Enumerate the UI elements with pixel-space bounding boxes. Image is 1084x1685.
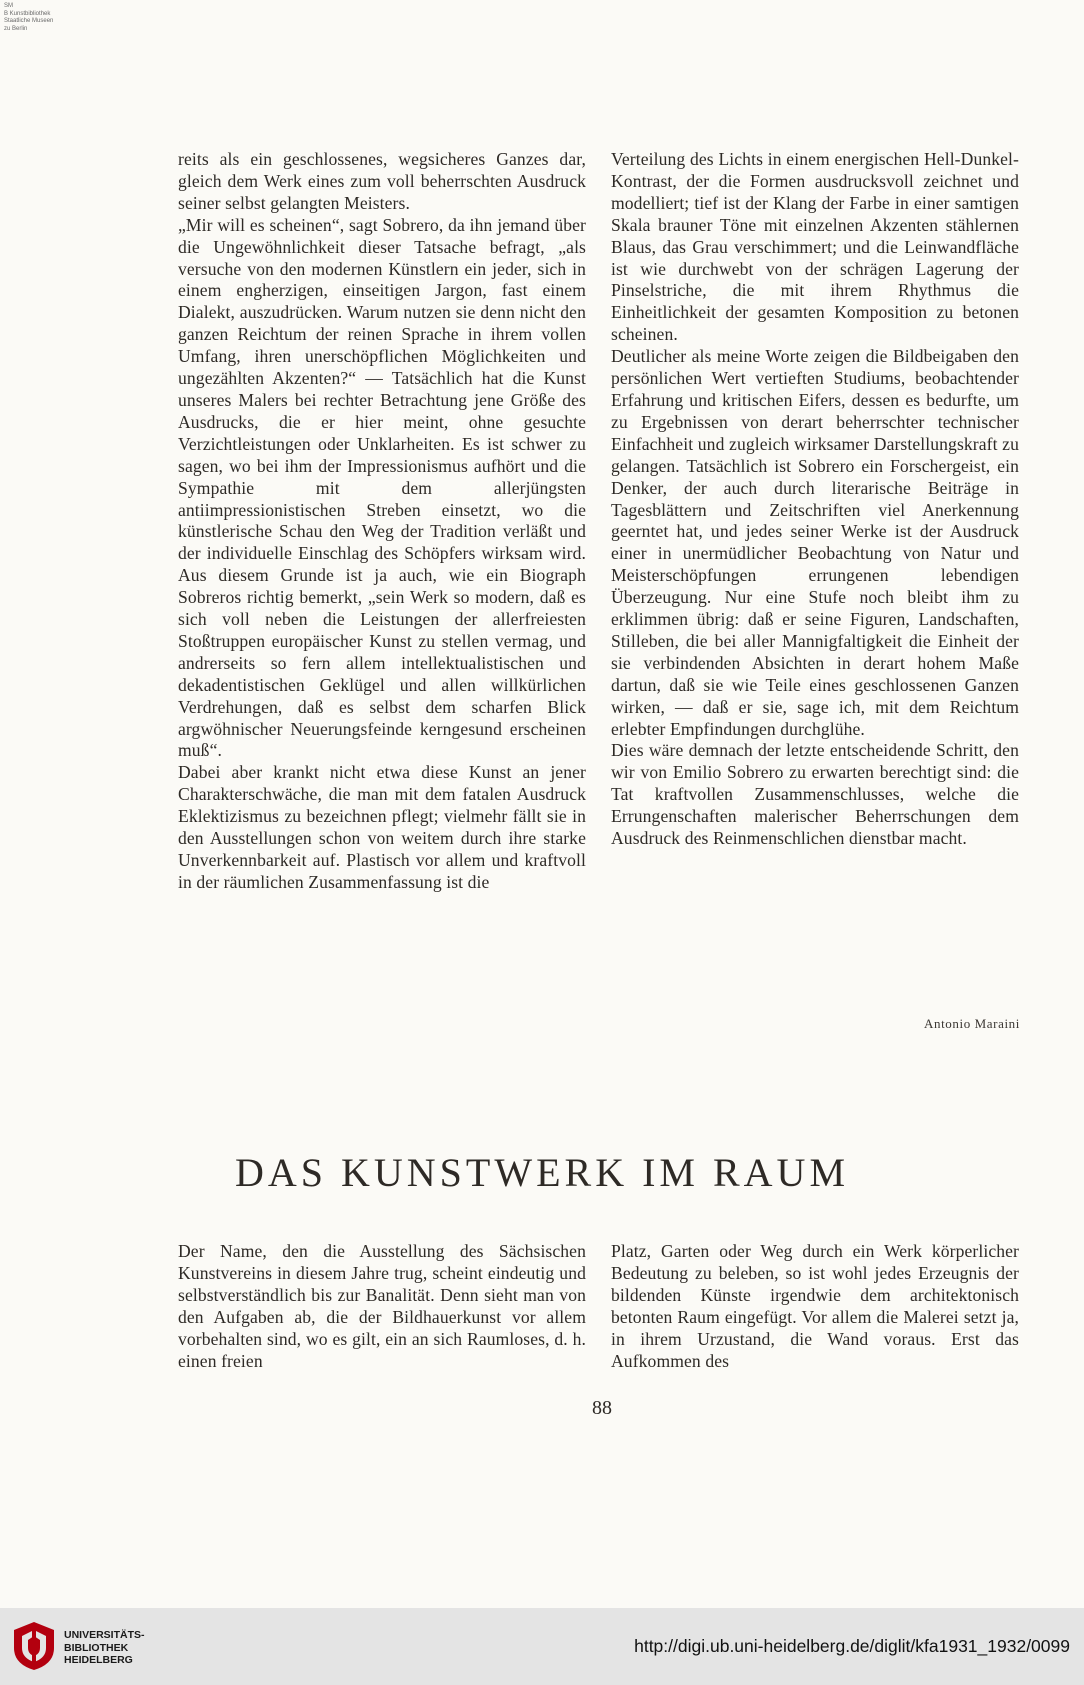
- library-name-line: UNIVERSITÄTS-: [64, 1629, 145, 1641]
- university-library-logo-icon: [10, 1620, 58, 1672]
- library-name: [64, 1629, 145, 1667]
- page-number: 88: [592, 1397, 612, 1419]
- library-name-line: HEIDELBERG: [64, 1654, 133, 1666]
- stamp-line: Staatliche Museen: [4, 18, 54, 24]
- paragraph: Platz, Garten oder Weg durch ein Werk körperlicher Bedeutung zu beleben, so ist wohl jedes Erzeugnis der bildenden Künste irgendwie dem architektonisch betonten Raum eingefügt. Vor allem die Malerei setzt ja, in ihrem Urzustand, die Wand voraus. Erst das Aufkommen des: [611, 1241, 1019, 1371]
- article1-right-column: [611, 149, 1019, 850]
- author-signature: Antonio Maraini: [923, 1016, 1020, 1031]
- library-name-line: BIBLIOTHEK: [64, 1641, 129, 1654]
- paragraph: Deutlicher als meine Worte zeigen die Bildbeigaben den persönlichen Wert vertieften Studiums, beobachtender Erfahrung und kritischen Eifers, dessen es bedurfte, um zu Ergebnissen von derart beherrschter technischer Einfachheit und zugleich wirksamer Darstellungskraft zu gelangen. Tatsächlich ist Sobrero ein Forschergeist, ein Denker, der auch durch literarische Beiträge in Tagesblättern und Zeitschriften viel Anerkennung geerntet hat, und jedes seiner Werke ist der Ausdruck einer in unermüdlicher Beobachtung von Natur und Meisterschöpfungen errungenen lebendigen Überzeugung. Nur eine Stufe noch bleibt ihm zu erklimmen übrig: daß er seine Figuren, Landschaften, Stilleben, die bei aller Mannigfaltigkeit die Einheit der sie verbindenden Absichten in derart hohem Maße dartun, daß sie wie Teile eines geschlossenen Ganzen wirken, — daß er sie, sage ich, mit dem Reichtum erlebter Empfindungen durchglühe.: [611, 346, 1019, 739]
- stamp-line: zu Berlin: [4, 25, 28, 32]
- paragraph: Dies wäre demnach der letzte entscheidende Schritt, den wir von Emilio Sobrero zu erwarten berechtigt sind: die Tat kraftvollen Zusammenschlusses, welche die Errungenschaften malerischer Beherrschungen dem Ausdruck des Reinmenschlichen dienstbar macht.: [611, 740, 1019, 849]
- paragraph: „Mir will es scheinen“, sagt Sobrero, da ihn jemand über die Ungewöhnlichkeit dieser Tatsache befragt, „als versuche von den modernen Künstlern ein jeder, sich in einem engherzigen, einseitigen Jargon, fast einem Dialekt, auszudrücken. Warum nutzen sie denn nicht den ganzen Reichtum der reinen Sprache in ihrem vollen Umfang, ihren unerschöpflichen Möglichkeiten und ungezählten Akzenten?“ — Tatsächlich hat die Kunst unseres Malers bei rechter Betrachtung jene Größe des Ausdrucks, die er hier meint, ohne gesuchte Verzichtleistungen oder Unklarheiten. Es ist schwer zu sagen, wo bei ihm der Impressionismus aufhört und die Sympathie mit dem allerjüngsten antiimpressionistischen Streben einsetzt, wo die künstlerische Schau den Weg der Tradition verläßt und der individuelle Einschlag des Schöpfers wirksam wird. Aus diesem Grunde ist ja auch, wie ein Biograph Sobreros richtig bemerkt, „sein Werk so modern, daß es sich voll neben die Leistungen der allerfreiesten Stoßtruppen europäischer Kunst zu stellen vermag, und andrerseits so fern allem intellektualistischen und dekadentistischen Geklügel und allen willkürlichen Verdrehungen, daß es selbst dem scharfen Blick argwöhnischer Neuerungsfeinde kerngesund erscheinen muß“.: [178, 214, 586, 761]
- stamp-line: SM: [4, 3, 13, 9]
- source-url-link[interactable]: http://digi.ub.uni-heidelberg.de/diglit/kfa1931_1932/0099: [634, 1636, 1070, 1656]
- article1-left-column: [178, 149, 586, 894]
- paragraph: reits als ein geschlossenes, wegsicheres Ganzes dar, gleich dem Werk eines zum voll beherrschten Ausdruck seiner selbst gelangten Meisters.: [178, 149, 586, 213]
- footer-bar: [0, 1608, 1084, 1685]
- library-stamp: [4, 3, 84, 33]
- paragraph: Verteilung des Lichts in einem energischen Hell-Dunkel-Kontrast, der die Formen ausdrucksvoll zeichnet und modelliert; tief ist der Klang der Farbe in einer samtigen Skala brauner Töne mit einzelnen Akzenten stählernen Blaus, das Grau verschimmert; und die Leinwandfläche ist wie durchwebt von der schrägen Lagerung der Pinselstriche, die mit ihrem Rhythmus die Einheitlichkeit der gesamten Komposition zu betonen scheinen.: [611, 149, 1019, 345]
- section-heading: DAS KUNSTWERK IM RAUM: [234, 1150, 850, 1195]
- stamp-line: B Kunstbibliothek: [4, 10, 51, 17]
- article2-right-column: [611, 1241, 1019, 1372]
- paragraph: Der Name, den die Ausstellung des Sächsischen Kunstvereins in diesem Jahre trug, scheint eindeutig und selbstverständlich bis zur Banalität. Denn sieht man von den Aufgaben ab, die der Bildhauerkunst vor allem vorbehalten sind, wo es gilt, ein an sich Raumloses, d. h. einen freien: [178, 1241, 586, 1371]
- article2-left-column: [178, 1241, 586, 1372]
- paragraph: Dabei aber krankt nicht etwa diese Kunst an jener Charakterschwäche, die man mit dem fatalen Ausdruck Eklektizismus zu bezeichnen pflegt; vielmehr fällt sie in den Ausstellungen schon von weitem durch ihre starke Unverkennbarkeit auf. Plastisch vor allem und kraftvoll in der räumlichen Zusammenfassung ist die: [178, 762, 586, 892]
